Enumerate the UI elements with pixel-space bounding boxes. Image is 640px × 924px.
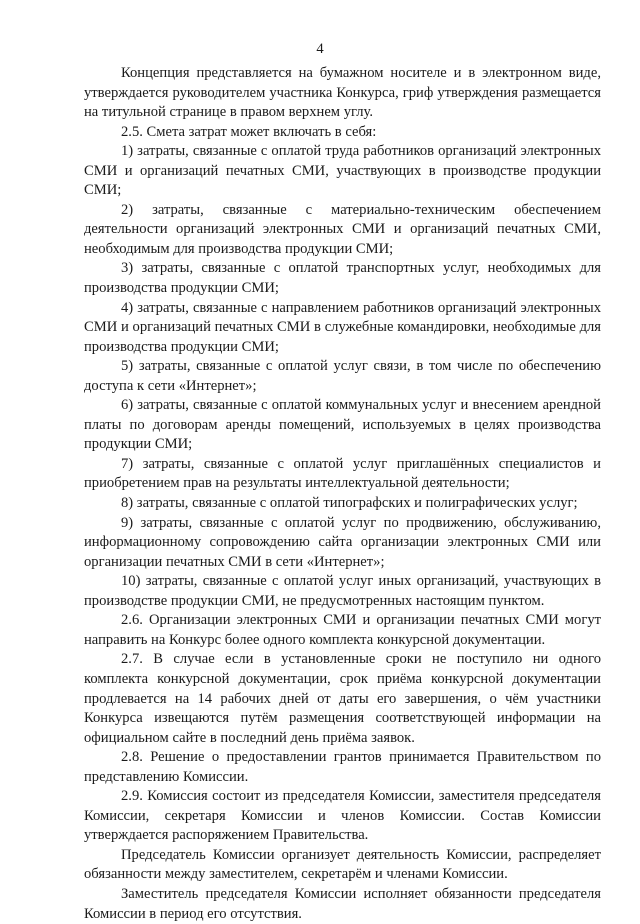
- paragraph-2-6: 2.6. Организации электронных СМИ и организации печатных СМИ могут направить на Конкурс более одного комплекта конкурсной документации.: [84, 612, 601, 648]
- paragraph-2-7: 2.7. В случае если в установленные сроки не поступило ни одного комплекта конкурсной документации, срок приёма конкурсной документации продлевается на 14 рабочих дней от даты его завершения, о чём участники Конкурса извещаются путём размещения соответствующей информации на официальном сайте в последний день приёма заявок.: [84, 651, 601, 746]
- document-body: [84, 64, 601, 924]
- list-item-2: 2) затраты, связанные с материально-техническим обеспечением деятельности организаций электронных СМИ и организаций печатных СМИ, необходимым для производства продукции СМИ;: [84, 201, 601, 257]
- list-item-5: 5) затраты, связанные с оплатой услуг связи, в том числе по обеспечению доступа к сети «Интернет»;: [84, 358, 601, 394]
- list-item-3: 3) затраты, связанные с оплатой транспортных услуг, необходимых для производства продукции СМИ;: [84, 260, 601, 297]
- list-item-6: 6) затраты, связанные с оплатой коммунальных услуг и внесением арендной платы по договорам аренды помещений, используемых в целях производства продукции СМИ;: [84, 397, 601, 453]
- list-item-8: 8) затраты, связанные с оплатой типографских и полиграфических услуг;: [121, 495, 578, 512]
- paragraph-2-9: 2.9. Комиссия состоит из председателя Комиссии, заместителя председателя Комиссии, секретаря Комиссии и членов Комиссии. Состав Комиссии утверждается распоряжением Правительства.: [84, 788, 601, 844]
- paragraph-deputy: Заместитель председателя Комиссии исполняет обязанности председателя Комиссии в период его отсутствия.: [84, 885, 601, 922]
- list-item-4: 4) затраты, связанные с направлением работников организаций электронных СМИ и организаций печатных СМИ в служебные командировки, необходимые для производства продукции СМИ;: [84, 299, 601, 355]
- list-item-7: 7) затраты, связанные с оплатой услуг приглашённых специалистов и приобретением прав на результаты интеллектуальной деятельности;: [84, 455, 601, 492]
- paragraph-2-8: 2.8. Решение о предоставлении грантов принимается Правительством по представлению Комиссии.: [84, 749, 601, 785]
- paragraph-2-5: 2.5. Смета затрат может включать в себя:: [121, 123, 377, 140]
- paragraph-chairman: Председатель Комиссии организует деятельность Комиссии, распределяет обязанности между заместителем, секретарём и членами Комиссии.: [84, 846, 601, 883]
- list-item-10: 10) затраты, связанные с оплатой услуг иных организаций, участвующих в производстве продукции СМИ, не предусмотренных настоящим пунктом.: [84, 573, 601, 609]
- page-number: 4: [316, 41, 324, 57]
- list-item-1: 1) затраты, связанные с оплатой труда работников организаций электронных СМИ и организаций печатных СМИ, участвующих в производстве продукции СМИ;: [84, 143, 601, 199]
- paragraph-concept: Концепция представляется на бумажном носителе и в электронном виде, утверждается руководителем участника Конкурса, гриф утверждения размещается на титульной странице в правом верхнем углу.: [84, 65, 601, 121]
- list-item-9: 9) затраты, связанные с оплатой услуг по продвижению, обслуживанию, информационному сопровождению сайта организации электронных СМИ или организации печатных СМИ в сети «Интернет»;: [84, 514, 601, 570]
